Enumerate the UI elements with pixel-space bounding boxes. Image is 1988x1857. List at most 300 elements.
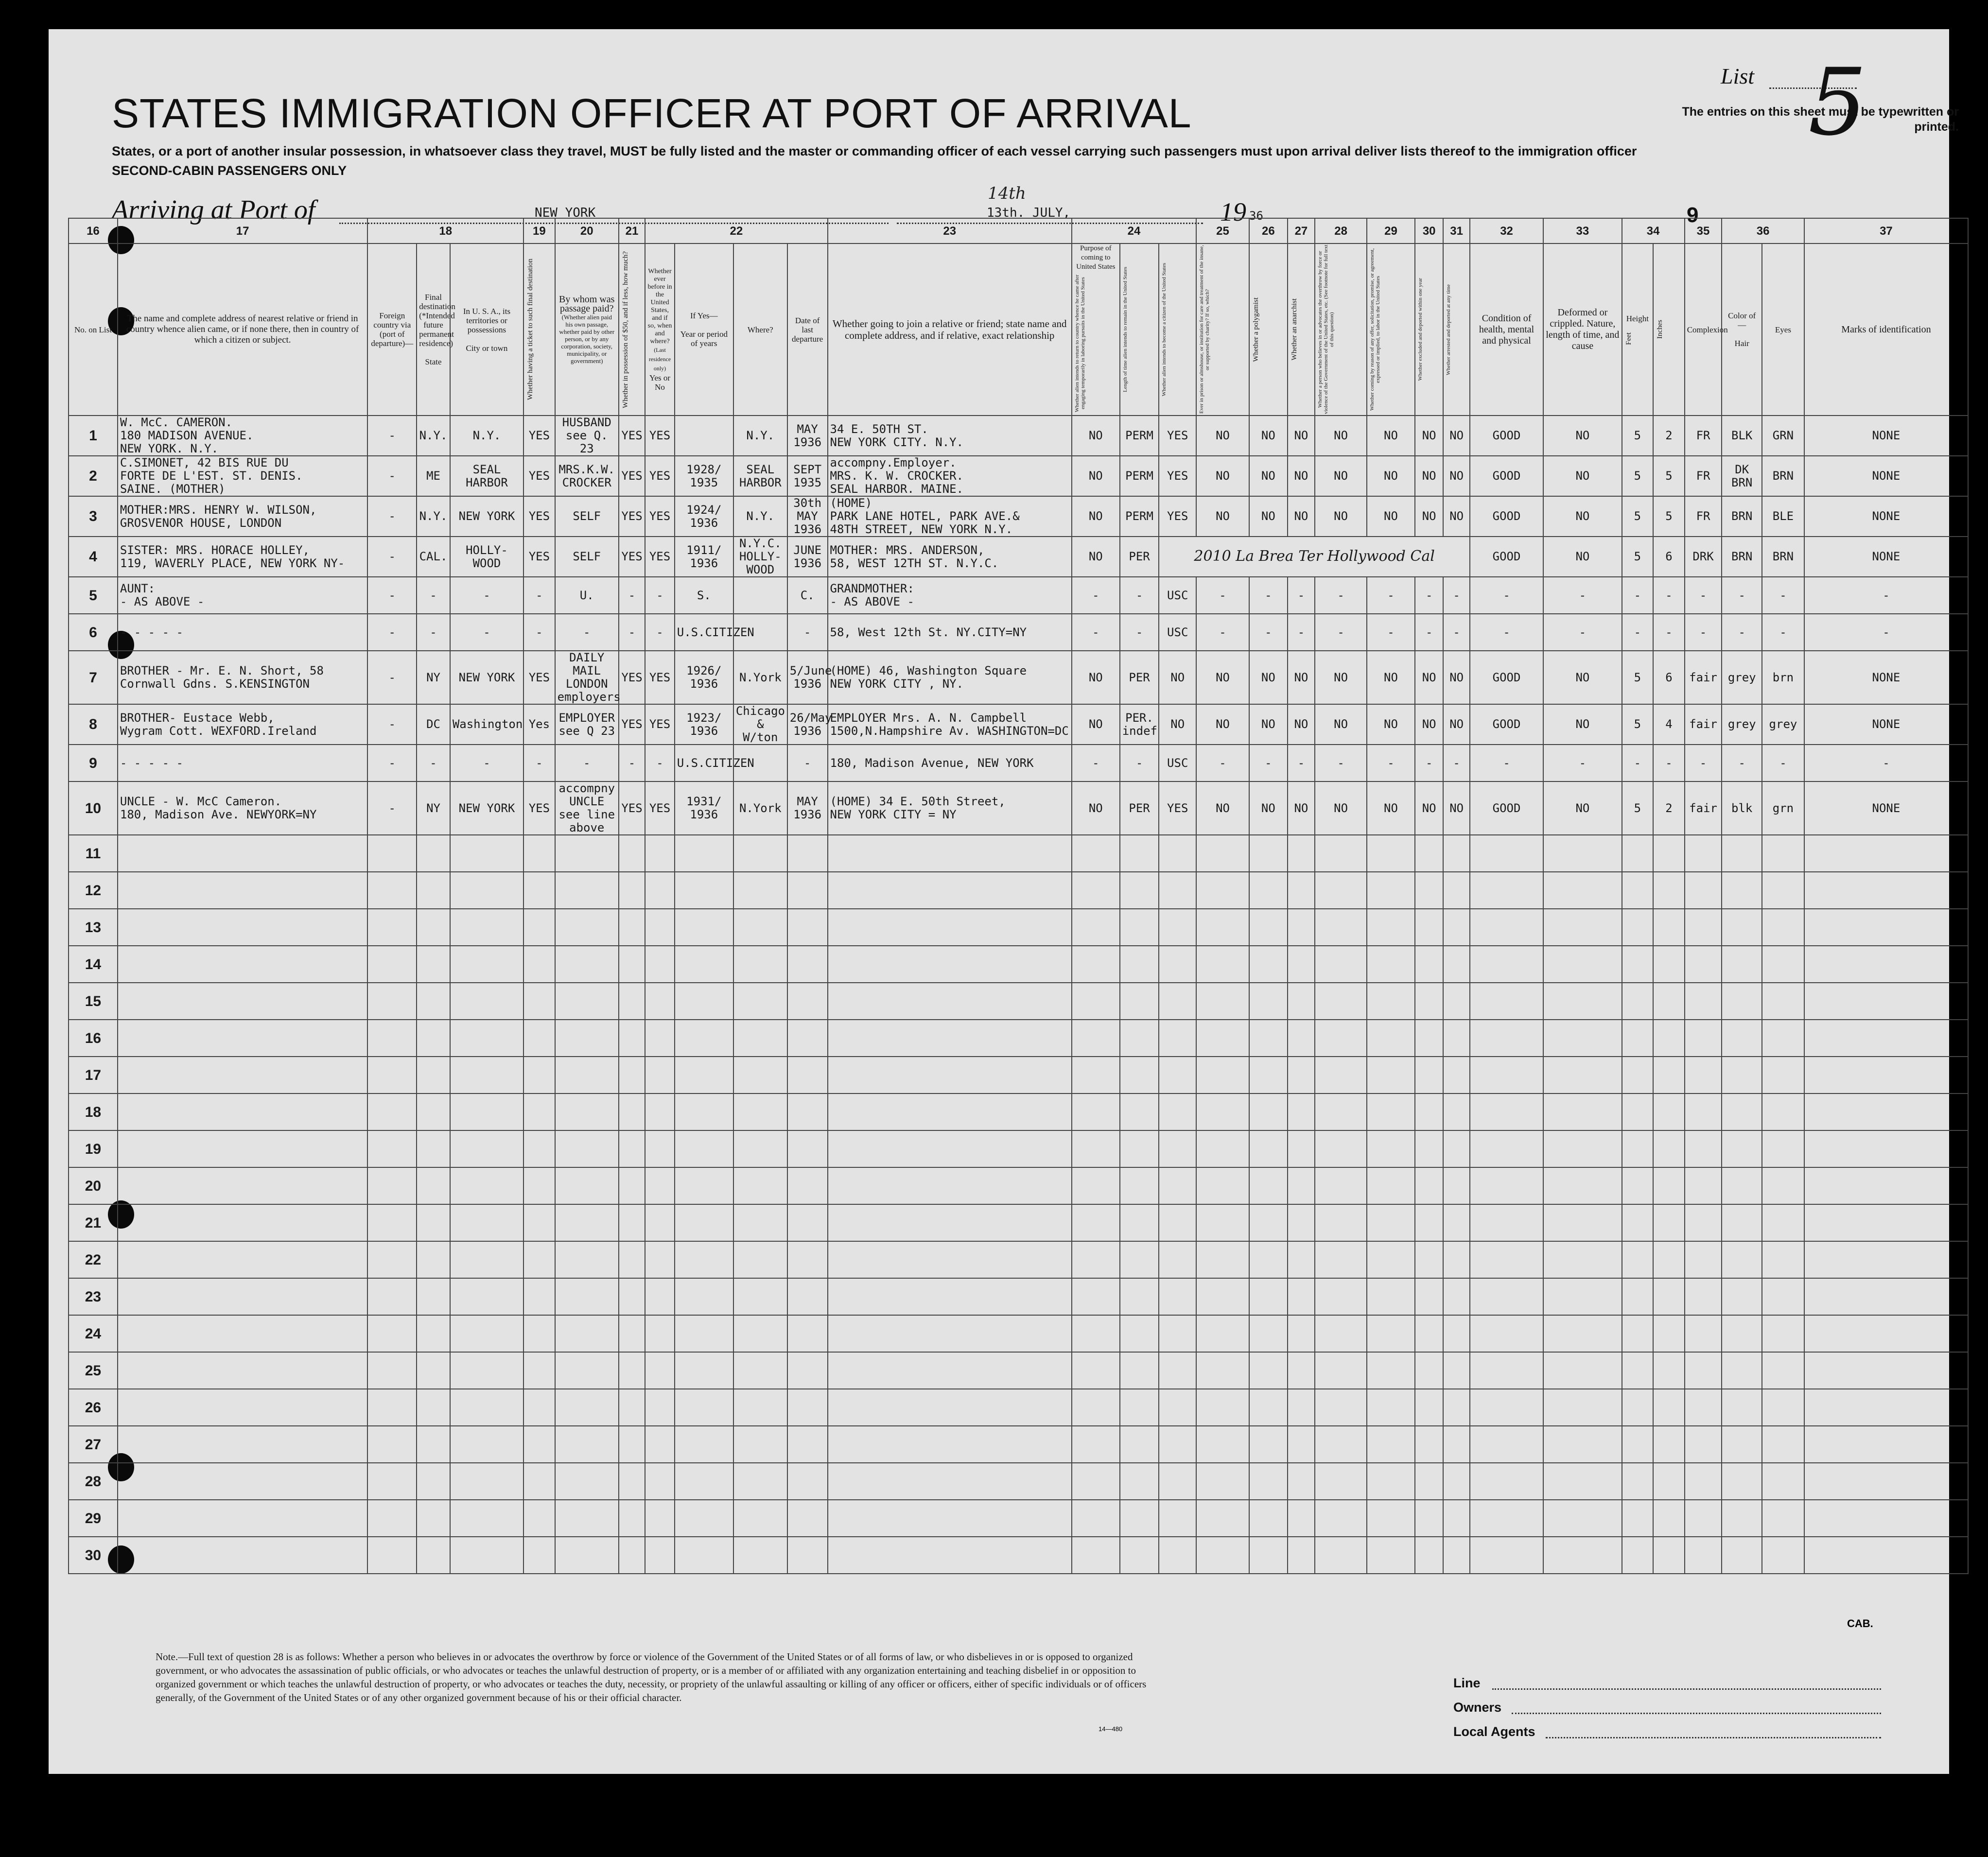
labor-offer-cell: - [1367, 577, 1415, 614]
passenger-class: SECOND-CABIN PASSENGERS ONLY [112, 163, 347, 178]
anarchist-cell: NO [1288, 651, 1315, 704]
relative-address-cell: W. McC. CAMERON. 180 MADISON AVENUE. NEW YORK. N.Y. [118, 416, 367, 456]
header-state [417, 243, 455, 416]
empty-cell [1415, 1278, 1444, 1315]
identification-marks-cell: NONE [1804, 537, 1968, 577]
empty-cell [675, 872, 733, 909]
empty-cell [675, 1167, 733, 1204]
empty-cell [1367, 1057, 1415, 1093]
table-row [69, 1352, 1968, 1389]
where-in-us-cell: N.Y.C. HOLLY- WOOD [733, 537, 787, 577]
empty-cell [1622, 1500, 1654, 1537]
last-departure-cell: MAY 1936 [787, 781, 828, 835]
destination-city-cell: SEAL HARBOR [450, 456, 523, 496]
empty-cell [1159, 1204, 1196, 1241]
empty-cell [1315, 1278, 1367, 1315]
table-row [69, 1426, 1968, 1463]
empty-cell [1722, 1130, 1762, 1167]
header-inches-label: Inches [1656, 320, 1664, 339]
empty-cell [1443, 835, 1469, 872]
empty-cell [1159, 1020, 1196, 1057]
empty-cell [619, 1463, 645, 1500]
row-number-cell: 21 [69, 1204, 118, 1241]
empty-cell [733, 1130, 787, 1167]
header-state-label: State [425, 357, 442, 366]
empty-cell [1653, 1352, 1685, 1389]
empty-cell [1543, 1352, 1622, 1389]
empty-cell [1159, 1537, 1196, 1574]
empty-cell [733, 1204, 787, 1241]
empty-cell [619, 946, 645, 983]
empty-cell [1622, 1352, 1654, 1389]
empty-cell [367, 1500, 417, 1537]
empty-cell [1762, 1093, 1804, 1130]
empty-cell [1159, 1057, 1196, 1093]
empty-cell [675, 1352, 733, 1389]
joining-relative-cell: 34 E. 50TH ST. NEW YORK CITY. N.Y. [828, 416, 1072, 456]
empty-cell [733, 1241, 787, 1278]
empty-cell [1443, 1389, 1469, 1426]
empty-cell [1804, 1093, 1968, 1130]
empty-cell [1159, 1167, 1196, 1204]
hair-color-cell: BLK [1722, 416, 1762, 456]
empty-cell [555, 946, 619, 983]
empty-cell [367, 872, 417, 909]
eye-color-cell: - [1762, 614, 1804, 651]
empty-cell [619, 909, 645, 946]
empty-cell [1722, 1167, 1762, 1204]
row-number-cell: 19 [69, 1130, 118, 1167]
empty-cell [555, 1315, 619, 1352]
purpose-return-cell: NO [1072, 416, 1120, 456]
empty-cell [1120, 835, 1159, 872]
table-row [69, 456, 1968, 496]
empty-cell [1762, 835, 1804, 872]
empty-cell [1722, 1426, 1762, 1463]
empty-cell [675, 909, 733, 946]
empty-cell [1315, 1241, 1367, 1278]
foreign-country-cell: - [367, 537, 417, 577]
excluded-cell: NO [1415, 496, 1444, 537]
empty-cell [619, 983, 645, 1020]
empty-cell [1072, 1241, 1120, 1278]
passage-paid-by-cell: U. [555, 577, 619, 614]
empty-cell [733, 1352, 787, 1389]
empty-cell [1762, 1167, 1804, 1204]
overthrow-cell: - [1315, 745, 1367, 781]
ever-before-us-cell: - [645, 577, 675, 614]
empty-cell [1196, 946, 1249, 983]
empty-cell [1622, 1278, 1654, 1315]
excluded-cell: NO [1415, 651, 1444, 704]
header-polygamist [1249, 243, 1288, 416]
height-feet-cell: - [1622, 577, 1654, 614]
empty-cell [555, 1389, 619, 1426]
colnum-22: 22 [645, 218, 827, 243]
empty-cell [619, 1278, 645, 1315]
empty-cell [1762, 1204, 1804, 1241]
empty-cell [1443, 872, 1469, 909]
header-purpose-citizen-text: Whether alien intends to become a citizen of the United States [1161, 262, 1168, 397]
anarchist-cell: - [1288, 745, 1315, 781]
empty-cell [828, 983, 1072, 1020]
empty-cell [619, 1352, 645, 1389]
polygamist-cell: NO [1249, 416, 1288, 456]
header-polygamist-text: Whether a polygamist [1252, 297, 1260, 362]
empty-cell [1685, 1241, 1722, 1278]
empty-cell [523, 1204, 555, 1241]
empty-cell [450, 872, 523, 909]
height-feet-cell: 5 [1622, 496, 1654, 537]
overthrow-cell: NO [1315, 496, 1367, 537]
empty-cell [1653, 1463, 1685, 1500]
empty-cell [555, 1463, 619, 1500]
handwritten-address-note: 2010 La Brea Ter Hollywood Cal [1194, 548, 1435, 565]
empty-cell [1367, 1426, 1415, 1463]
colnum-24: 24 [1072, 218, 1196, 243]
empty-cell [1804, 1352, 1968, 1389]
empty-cell [1415, 1500, 1444, 1537]
empty-cell [367, 835, 417, 872]
empty-cell [828, 1537, 1072, 1574]
empty-cell [787, 1537, 828, 1574]
passage-paid-by-cell: - [555, 614, 619, 651]
empty-cell [1288, 1130, 1315, 1167]
empty-cell [787, 1463, 828, 1500]
empty-cell [450, 1020, 523, 1057]
has-fifty-dollars-cell: - [619, 614, 645, 651]
relative-address-cell: UNCLE - W. McC Cameron. 180, Madison Ave. NEWYORK=NY [118, 781, 367, 835]
health-cell: GOOD [1470, 651, 1543, 704]
colnum-33: 33 [1543, 218, 1622, 243]
passage-paid-by-cell: EMPLOYER see Q 23 [555, 704, 619, 745]
date-value: 13th. JULY, [987, 206, 1071, 220]
empty-cell [1804, 1057, 1968, 1093]
destination-state-cell: DC [417, 704, 450, 745]
empty-cell [1622, 1167, 1654, 1204]
identification-marks-cell: NONE [1804, 781, 1968, 835]
empty-cell [1653, 835, 1685, 872]
header-yes-no-label: Yes or No [649, 373, 671, 392]
empty-cell [1722, 1389, 1762, 1426]
empty-cell [450, 983, 523, 1020]
foreign-country-cell: - [367, 456, 417, 496]
empty-cell [645, 1167, 675, 1204]
overthrow-cell: NO [1315, 416, 1367, 456]
where-in-us-cell: N.Y. [733, 496, 787, 537]
year-suffix: 36 [1249, 209, 1263, 223]
table-row [69, 537, 1968, 577]
empty-cell [1543, 1537, 1622, 1574]
height-inches-cell: - [1653, 745, 1685, 781]
empty-cell [555, 1278, 619, 1315]
empty-cell [1249, 1315, 1288, 1352]
empty-cell [1762, 909, 1804, 946]
has-fifty-dollars-cell: YES [619, 416, 645, 456]
empty-cell [1722, 946, 1762, 983]
empty-cell [118, 1130, 367, 1167]
empty-cell [1120, 1426, 1159, 1463]
empty-cell [1072, 1020, 1120, 1057]
empty-cell [1120, 1278, 1159, 1315]
arrested-cell: - [1443, 745, 1469, 781]
table-row [69, 577, 1968, 614]
health-cell: GOOD [1470, 704, 1543, 745]
empty-cell [1120, 1093, 1159, 1130]
last-departure-cell: - [787, 745, 828, 781]
arrested-cell: NO [1443, 651, 1469, 704]
row-number-cell: 7 [69, 651, 118, 704]
empty-cell [1470, 1167, 1543, 1204]
empty-cell [1288, 1167, 1315, 1204]
line-blank [1492, 1688, 1881, 1690]
deformed-cell: NO [1543, 496, 1622, 537]
empty-cell [1120, 909, 1159, 946]
arrested-cell: - [1443, 577, 1469, 614]
empty-cell [1543, 835, 1622, 872]
empty-cell [733, 983, 787, 1020]
empty-cell [675, 1463, 733, 1500]
anarchist-cell: NO [1288, 456, 1315, 496]
empty-cell [619, 1315, 645, 1352]
empty-cell [645, 1463, 675, 1500]
handwritten-address-cell [1159, 537, 1469, 577]
header-marks: Marks of identification [1804, 243, 1968, 416]
empty-cell [1315, 1167, 1367, 1204]
empty-cell [1804, 983, 1968, 1020]
prison-cell: NO [1196, 416, 1249, 456]
empty-cell [417, 909, 450, 946]
table-row [69, 1167, 1968, 1204]
empty-cell [1722, 1057, 1762, 1093]
empty-cell [1653, 1093, 1685, 1130]
has-fifty-dollars-cell: YES [619, 456, 645, 496]
passage-paid-by-cell: - [555, 745, 619, 781]
empty-cell [1722, 1204, 1762, 1241]
empty-cell [367, 1093, 417, 1130]
destination-state-cell: NY [417, 781, 450, 835]
empty-cell [1470, 835, 1543, 872]
identification-marks-cell: NONE [1804, 496, 1968, 537]
empty-cell [1120, 1167, 1159, 1204]
hair-color-cell: BRN [1722, 537, 1762, 577]
empty-cell [1762, 1020, 1804, 1057]
empty-cell [450, 1241, 523, 1278]
header-overthrow [1315, 243, 1367, 416]
empty-cell [1653, 1167, 1685, 1204]
empty-cell [118, 1167, 367, 1204]
empty-cell [417, 1057, 450, 1093]
empty-cell [1415, 1204, 1444, 1241]
empty-cell [118, 1020, 367, 1057]
purpose-length-cell: PER [1120, 781, 1159, 835]
colnum-28: 28 [1315, 218, 1367, 243]
complexion-cell: - [1685, 745, 1722, 781]
empty-cell [367, 946, 417, 983]
empty-cell [417, 1167, 450, 1204]
empty-cell [1367, 1167, 1415, 1204]
empty-cell [1196, 1278, 1249, 1315]
purpose-length-cell: PERM [1120, 416, 1159, 456]
empty-cell [1685, 1426, 1722, 1463]
empty-cell [1249, 1241, 1288, 1278]
empty-cell [450, 1130, 523, 1167]
empty-cell [1315, 1537, 1367, 1574]
last-departure-cell: C. [787, 577, 828, 614]
empty-cell [367, 983, 417, 1020]
empty-cell [1804, 1204, 1968, 1241]
row-number-cell: 9 [69, 745, 118, 781]
row-number-cell: 20 [69, 1167, 118, 1204]
destination-city-cell: - [450, 577, 523, 614]
purpose-citizen-cell: YES [1159, 416, 1196, 456]
hair-color-cell: - [1722, 614, 1762, 651]
empty-cell [1622, 1463, 1654, 1500]
eye-color-cell: - [1762, 745, 1804, 781]
empty-cell [1249, 1167, 1288, 1204]
empty-cell [619, 1167, 645, 1204]
last-departure-cell: 5/June 1936 [787, 651, 828, 704]
empty-cell [1415, 1537, 1444, 1574]
empty-cell [1804, 1241, 1968, 1278]
empty-cell [1653, 1537, 1685, 1574]
empty-cell [417, 872, 450, 909]
ever-before-us-cell: YES [645, 496, 675, 537]
empty-cell [1685, 1463, 1722, 1500]
empty-cell [1415, 1352, 1444, 1389]
colnum-18: 18 [367, 218, 523, 243]
empty-cell [450, 1463, 523, 1500]
empty-cell [1685, 909, 1722, 946]
where-in-us-cell [733, 577, 787, 614]
empty-cell [367, 1352, 417, 1389]
empty-cell [733, 1167, 787, 1204]
empty-cell [1367, 1241, 1415, 1278]
empty-cell [1072, 946, 1120, 983]
table-row [69, 781, 1968, 835]
empty-cell [1315, 946, 1367, 983]
empty-cell [1120, 1315, 1159, 1352]
empty-cell [417, 1500, 450, 1537]
header-feet-label: Feet [1624, 332, 1633, 345]
colnum-23: 23 [828, 218, 1072, 243]
empty-cell [1159, 946, 1196, 983]
empty-cell [733, 1537, 787, 1574]
empty-cell [1196, 1463, 1249, 1500]
deformed-cell: NO [1543, 416, 1622, 456]
empty-cell [1120, 1241, 1159, 1278]
header-hair-label: Hair [1734, 339, 1749, 348]
empty-cell [1443, 1241, 1469, 1278]
eye-color-cell: BRN [1762, 537, 1804, 577]
empty-cell [1159, 872, 1196, 909]
line-label: Line [1453, 1676, 1481, 1690]
empty-cell [619, 1130, 645, 1167]
joining-relative-cell: EMPLOYER Mrs. A. N. Campbell 1500,N.Hampshire Av. WASHINGTON=DC [828, 704, 1072, 745]
hair-color-cell: grey [1722, 651, 1762, 704]
empty-cell [1653, 1130, 1685, 1167]
deformed-cell: NO [1543, 456, 1622, 496]
empty-cell [619, 1204, 645, 1241]
polygamist-cell: - [1249, 614, 1288, 651]
eye-color-cell: BLE [1762, 496, 1804, 537]
empty-cell [450, 1426, 523, 1463]
header-join-relative: Whether going to join a relative or friend; state name and complete address, and if relative, exact relationship [828, 243, 1072, 416]
header-health: Condition of health, mental and physical [1470, 243, 1543, 416]
header-complexion: Complexion [1685, 243, 1722, 416]
empty-cell [1367, 1463, 1415, 1500]
excluded-cell: - [1415, 577, 1444, 614]
empty-cell [733, 1500, 787, 1537]
empty-cell [1653, 983, 1685, 1020]
row-number-cell: 29 [69, 1500, 118, 1537]
empty-cell [1722, 1463, 1762, 1500]
empty-cell [118, 1463, 367, 1500]
empty-cell [555, 1020, 619, 1057]
empty-cell [1072, 1204, 1120, 1241]
empty-cell [1120, 1020, 1159, 1057]
last-departure-cell: SEPT 1935 [787, 456, 828, 496]
header-passage-paid-note: (Whether alien paid his own passage, whether paid by other person, or by any corporation, society, municipality, or government) [559, 313, 615, 364]
empty-cell [367, 1130, 417, 1167]
relative-address-cell: BROTHER- Eustace Webb, Wygram Cott. WEXFORD.Ireland [118, 704, 367, 745]
empty-cell [1443, 983, 1469, 1020]
row-number-cell: 15 [69, 983, 118, 1020]
empty-cell [1762, 1130, 1804, 1167]
empty-cell [1367, 1389, 1415, 1426]
years-in-us-cell: 1928/ 1935 [675, 456, 733, 496]
empty-cell [1072, 1057, 1120, 1093]
empty-cell [1443, 1352, 1469, 1389]
empty-cell [523, 1278, 555, 1315]
arrested-cell: NO [1443, 456, 1469, 496]
empty-cell [645, 1204, 675, 1241]
prison-cell: NO [1196, 456, 1249, 496]
empty-cell [787, 1389, 828, 1426]
foreign-country-cell: - [367, 651, 417, 704]
empty-cell [1288, 1204, 1315, 1241]
row-number-cell: 22 [69, 1241, 118, 1278]
header-yes-or-no [645, 243, 675, 416]
empty-cell [1470, 1204, 1543, 1241]
empty-cell [450, 1389, 523, 1426]
destination-city-cell: NEW YORK [450, 651, 523, 704]
empty-cell [1159, 1426, 1196, 1463]
empty-cell [417, 1315, 450, 1352]
empty-cell [417, 1204, 450, 1241]
empty-cell [1685, 1130, 1722, 1167]
empty-cell [828, 1352, 1072, 1389]
empty-cell [1470, 1537, 1543, 1574]
years-in-us-cell: 1923/ 1936 [675, 704, 733, 745]
empty-cell [1315, 872, 1367, 909]
empty-cell [675, 1537, 733, 1574]
header-deformed: Deformed or crippled. Nature, length of time, and cause [1543, 243, 1622, 416]
height-feet-cell: 5 [1622, 456, 1654, 496]
has-fifty-dollars-cell: YES [619, 651, 645, 704]
empty-cell [1288, 1352, 1315, 1389]
empty-cell [523, 1352, 555, 1389]
empty-cell [1443, 1204, 1469, 1241]
empty-cell [1443, 1057, 1469, 1093]
header-last-departure: Date of last departure [787, 243, 828, 416]
empty-cell [1072, 1500, 1120, 1537]
empty-cell [828, 1020, 1072, 1057]
row-number-cell: 30 [69, 1537, 118, 1574]
eye-color-cell: - [1762, 577, 1804, 614]
row-number-cell: 16 [69, 1020, 118, 1057]
empty-cell [675, 1204, 733, 1241]
